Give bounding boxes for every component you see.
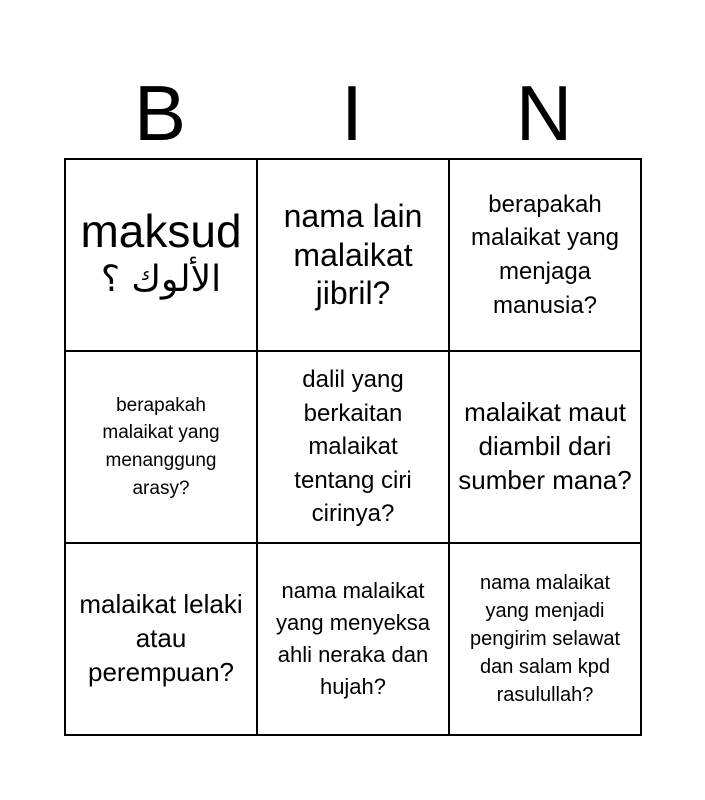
bingo-cell-6[interactable] (450, 352, 642, 544)
cell-text: nama lain malaikat jibril? (283, 198, 423, 312)
bingo-cell-3[interactable] (450, 160, 642, 352)
cell-text: berapakah malaikat yang menjaga manusia? (470, 190, 620, 319)
bingo-header (64, 68, 642, 158)
bingo-cell-9[interactable] (450, 544, 642, 736)
bingo-cell-1[interactable] (66, 160, 258, 352)
bingo-cell-5[interactable] (258, 352, 450, 544)
header-letter-i: I (341, 69, 363, 157)
header-letter-b: B (133, 69, 187, 157)
bingo-cell-8[interactable] (258, 544, 450, 736)
bingo-cell-2[interactable] (258, 160, 450, 352)
bingo-grid (64, 158, 642, 736)
cell-text: nama malaikat yang menjadi pengirim selawat dan salam kpd rasulullah? (469, 572, 621, 706)
cell-text-arabic: الألوك ؟ (100, 258, 222, 300)
cell-text: nama malaikat yang menyeksa ahli neraka dan hujah? (275, 578, 431, 699)
bingo-cell-4[interactable] (66, 352, 258, 544)
bingo-cell-7[interactable] (66, 544, 258, 736)
header-letter-n: N (515, 69, 573, 157)
cell-text: malaikat lelaki atau perempuan? (79, 589, 243, 687)
cell-text: dalil yang berkaitan malaikat tentang ciri cirinya? (294, 366, 412, 528)
cell-text: berapakah malaikat yang menanggung arasy? (102, 394, 220, 499)
cell-text: malaikat maut diambil dari sumber mana? (458, 397, 632, 495)
cell-text: maksud (80, 205, 242, 258)
